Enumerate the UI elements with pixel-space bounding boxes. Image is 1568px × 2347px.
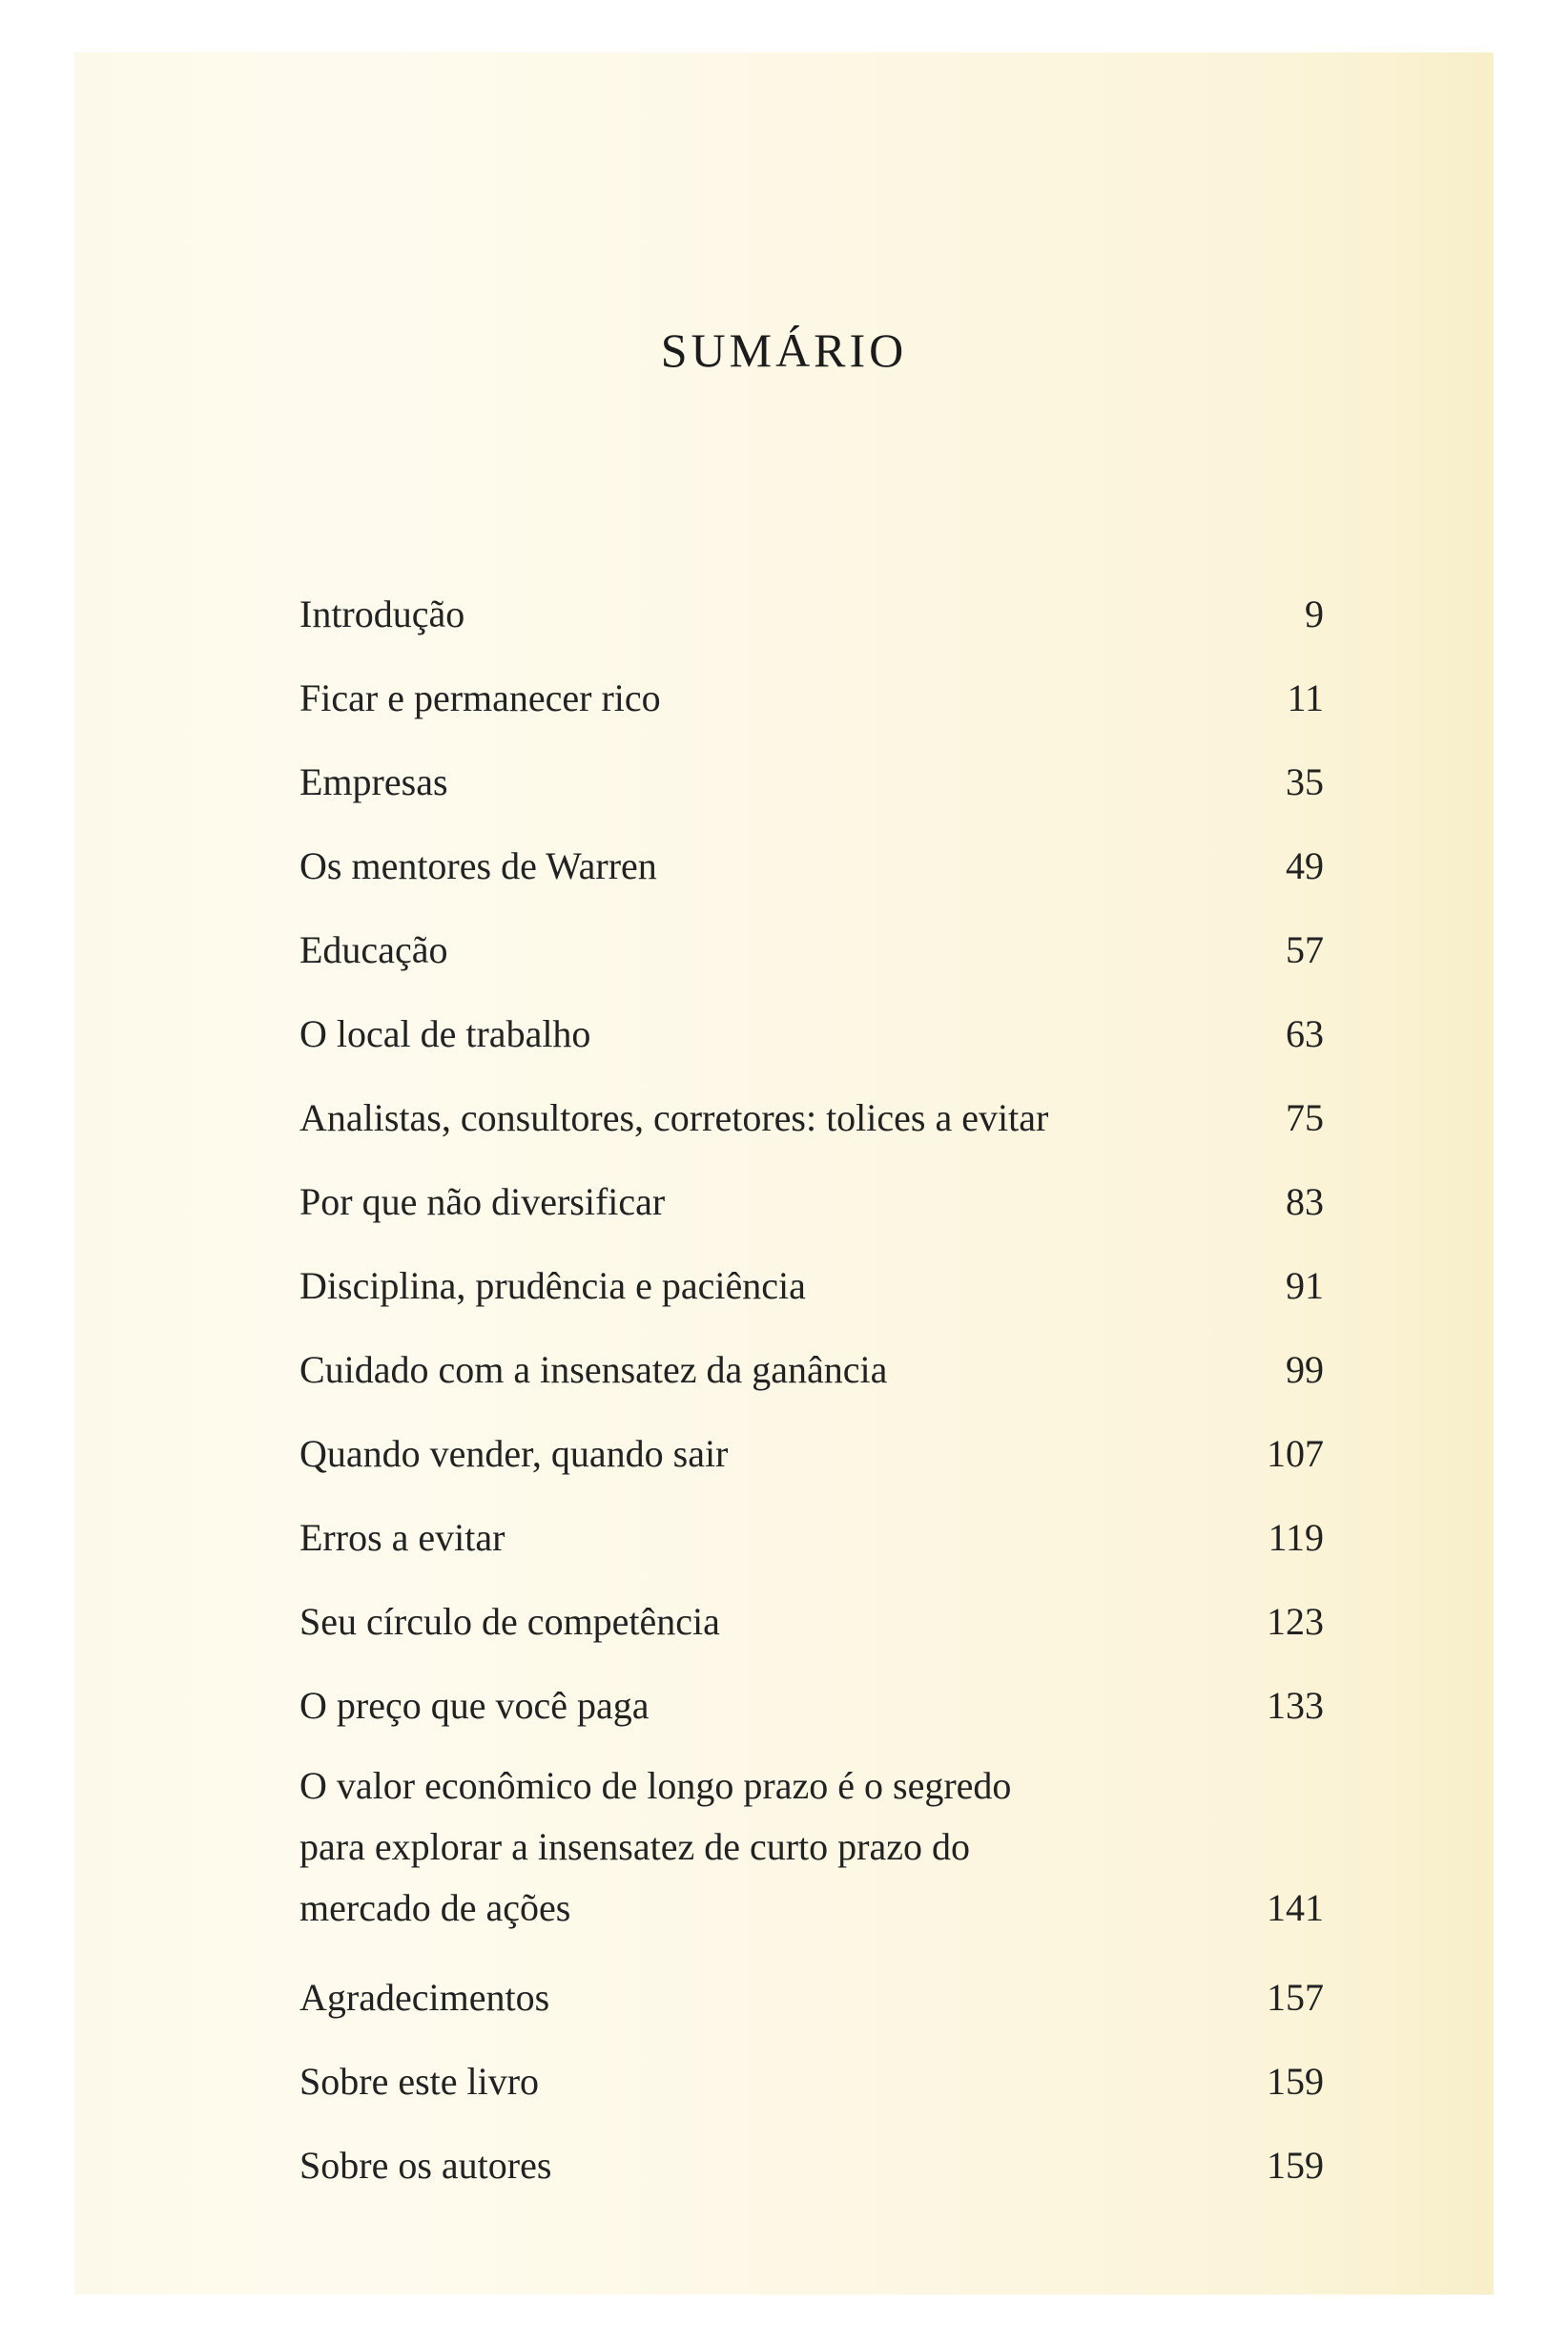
toc-entry-title: Analistas, consultores, corretores: tolices a evitar bbox=[299, 1096, 1049, 1139]
toc-entry-title: Erros a evitar bbox=[299, 1516, 505, 1559]
toc-entry-page: 99 bbox=[1286, 1348, 1324, 1391]
toc-entry-page: 11 bbox=[1287, 676, 1324, 719]
toc-entry-title: Ficar e permanecer rico bbox=[299, 676, 661, 719]
toc-entry-page: 49 bbox=[1286, 844, 1324, 887]
toc-entry-page: 157 bbox=[1267, 1976, 1324, 2019]
toc-entry[interactable] bbox=[299, 992, 1324, 1076]
toc-entry[interactable] bbox=[299, 572, 1324, 656]
toc-entry-page: 9 bbox=[1305, 592, 1324, 635]
toc-entry[interactable] bbox=[299, 740, 1324, 824]
toc-entry-title: Cuidado com a insensatez da ganância bbox=[299, 1348, 888, 1391]
toc-entry[interactable] bbox=[299, 1496, 1324, 1580]
toc-entry[interactable] bbox=[299, 1748, 1324, 1956]
toc-entry-title: O local de trabalho bbox=[299, 1012, 591, 1055]
toc-entry-page: 141 bbox=[1267, 1886, 1324, 1929]
toc-entry[interactable] bbox=[299, 1328, 1324, 1412]
toc-entry[interactable] bbox=[299, 1956, 1324, 2040]
table-of-contents bbox=[299, 572, 1324, 2208]
toc-entry[interactable] bbox=[299, 1244, 1324, 1328]
toc-entry-title: Quando vender, quando sair bbox=[299, 1432, 729, 1475]
toc-entry-title: Os mentores de Warren bbox=[299, 844, 657, 887]
toc-entry-page: 63 bbox=[1286, 1012, 1324, 1055]
toc-entry-title: O preço que você paga bbox=[299, 1684, 650, 1727]
toc-entry[interactable] bbox=[299, 824, 1324, 908]
toc-entry-title: Sobre os autores bbox=[299, 2144, 552, 2187]
toc-entry-page: 35 bbox=[1286, 760, 1324, 803]
toc-entry-page: 133 bbox=[1267, 1684, 1324, 1727]
toc-entry-page: 159 bbox=[1267, 2060, 1324, 2103]
toc-entry[interactable] bbox=[299, 1664, 1324, 1748]
toc-entry[interactable] bbox=[299, 1160, 1324, 1244]
toc-entry-page: 107 bbox=[1267, 1432, 1324, 1475]
toc-entry-page: 159 bbox=[1267, 2144, 1324, 2187]
toc-entry[interactable] bbox=[299, 908, 1324, 992]
page-title: SUMÁRIO bbox=[660, 323, 908, 377]
toc-entry-title: Sobre este livro bbox=[299, 2060, 540, 2103]
toc-entry[interactable] bbox=[299, 1076, 1324, 1160]
toc-entry-title: Por que não diversificar bbox=[299, 1180, 666, 1223]
toc-entry[interactable] bbox=[299, 1580, 1324, 1664]
toc-entry[interactable] bbox=[299, 2124, 1324, 2208]
toc-entry-page: 91 bbox=[1286, 1264, 1324, 1307]
toc-entry-title: Seu círculo de competência bbox=[299, 1600, 720, 1643]
toc-entry[interactable] bbox=[299, 2040, 1324, 2124]
toc-entry-title: Introdução bbox=[299, 592, 465, 635]
toc-entry-page: 119 bbox=[1268, 1516, 1324, 1559]
toc-entry-page: 123 bbox=[1267, 1600, 1324, 1643]
toc-entry-title: O valor econômico de longo prazo é o segredo para explorar a insensatez de curto prazo do mercado de ações bbox=[299, 1764, 1012, 1929]
toc-entry-title: Disciplina, prudência e paciência bbox=[299, 1264, 806, 1307]
toc-entry-title: Empresas bbox=[299, 760, 448, 803]
toc-entry-page: 57 bbox=[1286, 928, 1324, 971]
toc-entry-page: 83 bbox=[1286, 1180, 1324, 1223]
toc-entry[interactable] bbox=[299, 656, 1324, 740]
toc-entry-title: Educação bbox=[299, 928, 448, 971]
toc-entry-page: 75 bbox=[1286, 1096, 1324, 1139]
toc-entry[interactable] bbox=[299, 1412, 1324, 1496]
toc-entry-title: Agradecimentos bbox=[299, 1976, 550, 2019]
